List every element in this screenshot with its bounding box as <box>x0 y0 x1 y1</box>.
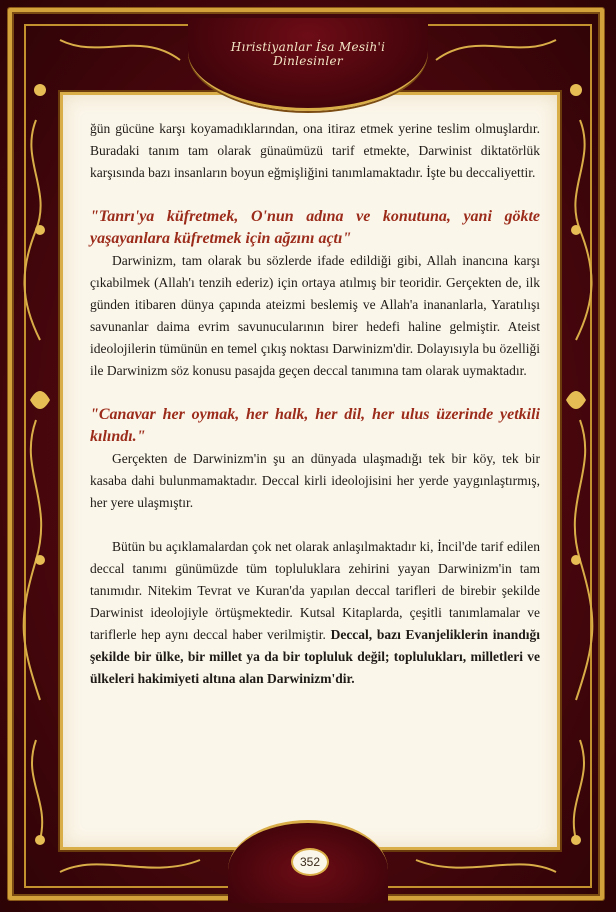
quote-heading-1: "Tanrı'ya küfretmek, O'nun adına ve konutuna, yani gökte yaşayanlara küfretmek için ağzını açtı" <box>90 208 540 247</box>
page-content <box>90 118 540 690</box>
quote-heading-2: "Canavar her oymak, her halk, her dil, her ulus üzerinde yetkili kılındı." <box>90 406 540 445</box>
paragraph-1: ğün gücüne karşı koyamadıklarından, ona itiraz etmek yerine teslim olmuşlardır. Buradaki tanım tam olarak günaümüzü tarif etmekte, Darwinist diktatörlük karşısında bazı insanların boyun eğmişliğini tanımlamaktadır. İşte bu deccaliyettir. <box>90 121 540 180</box>
paragraph-2: Darwinizm, tam olarak bu sözlerde ifade edildiği gibi, Allah inancına karşı çıkabilmek (Allah'ı tenzih ederiz) için ortaya atılmış bir teoridir. Gerçekten de, ilk günden itibaren dünya çapında ateizmi beslemiş ve Allah'a inananlarla, Yaratılışı savunanlar daima evrim savunucularının birer hedefi haline gelmiştir. Ateist ideolojilerin tümünün en temel çıkış noktası Darwinizm'dir. Dolayısıyla bu özelliği ile Darwinizm söz konusu pasajda geçen deccal tanımına tam olarak uymaktadır. <box>90 253 540 378</box>
paragraph-3: Gerçekten de Darwinizm'in şu an dünyada ulaşmadığı tek bir köy, tek bir kasaba dahi bulunmamaktadır. Deccal kirli ideolojisini her yerde yaygınlaştırmış, her yere ulaşmıştır. <box>90 451 540 510</box>
paragraph-4 <box>90 536 540 690</box>
header-title-line2: Dinlesinler <box>273 54 343 68</box>
running-header <box>200 40 416 68</box>
page-number: 352 <box>291 848 329 876</box>
header-title-line1: Hıristiyanlar İsa Mesih'i <box>230 40 386 54</box>
paragraph-4-bold: Deccal, bazı Evanjeliklerin inandığı şekilde bir ülke, bir millet ya da bir topluluk değil; toplulukları, milletleri ve ülkeleri hakimiyeti altına alan Darwinizm'dir. <box>90 627 540 686</box>
paragraph-4-text: Bütün bu açıklamalardan çok net olarak anlaşılmaktadır ki, İncil'de tarif edilen deccal tanımı günümüzde tüm topluluklara zehirini yayan Darwinizm'in tam tanımıdır. Nitekim Tevrat ve Kuran'da yapılan deccal tarifleri de birebir şekilde Darwinist ideolojiyle örtüşmektedir. Kutsal Kitaplarda, çeşitli tanımlamalar ve tariflerle hep aynı deccal haber verilmiştir. <box>90 539 540 642</box>
